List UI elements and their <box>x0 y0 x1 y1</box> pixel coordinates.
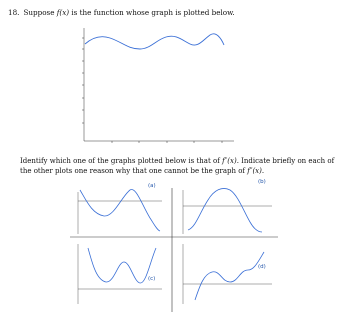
math-fpp: f″(x) <box>222 157 237 165</box>
graph-b <box>183 179 272 234</box>
graph-c-label: (c) <box>148 276 156 282</box>
graph-d <box>183 244 272 304</box>
graph-a <box>78 183 162 234</box>
graph-d-curve <box>195 252 264 300</box>
instruction-part-1: Identify which one of the graphs plotted below is that of <box>20 157 223 165</box>
question-text-2: is the function whose graph is plotted below. <box>69 8 235 17</box>
graph-d-label: (d) <box>258 264 266 270</box>
graph-c-curve <box>88 248 156 283</box>
graph-b-curve <box>188 188 262 232</box>
graph-b-label: (b) <box>258 179 266 185</box>
graph-c <box>78 244 162 304</box>
instruction-part-3: . <box>261 167 265 175</box>
math-fpp-2: f″(x) <box>247 167 262 175</box>
graph-a-curve <box>80 189 160 231</box>
question-number: 18. <box>8 8 20 17</box>
graph-a-label: (a) <box>148 183 156 189</box>
math-fx: f(x) <box>56 8 70 17</box>
instruction-part-2: . Indicate briefly on each of the other plots one reason why that one cannot be the graph of <box>20 157 335 175</box>
question-text-1: Suppose <box>23 8 57 17</box>
